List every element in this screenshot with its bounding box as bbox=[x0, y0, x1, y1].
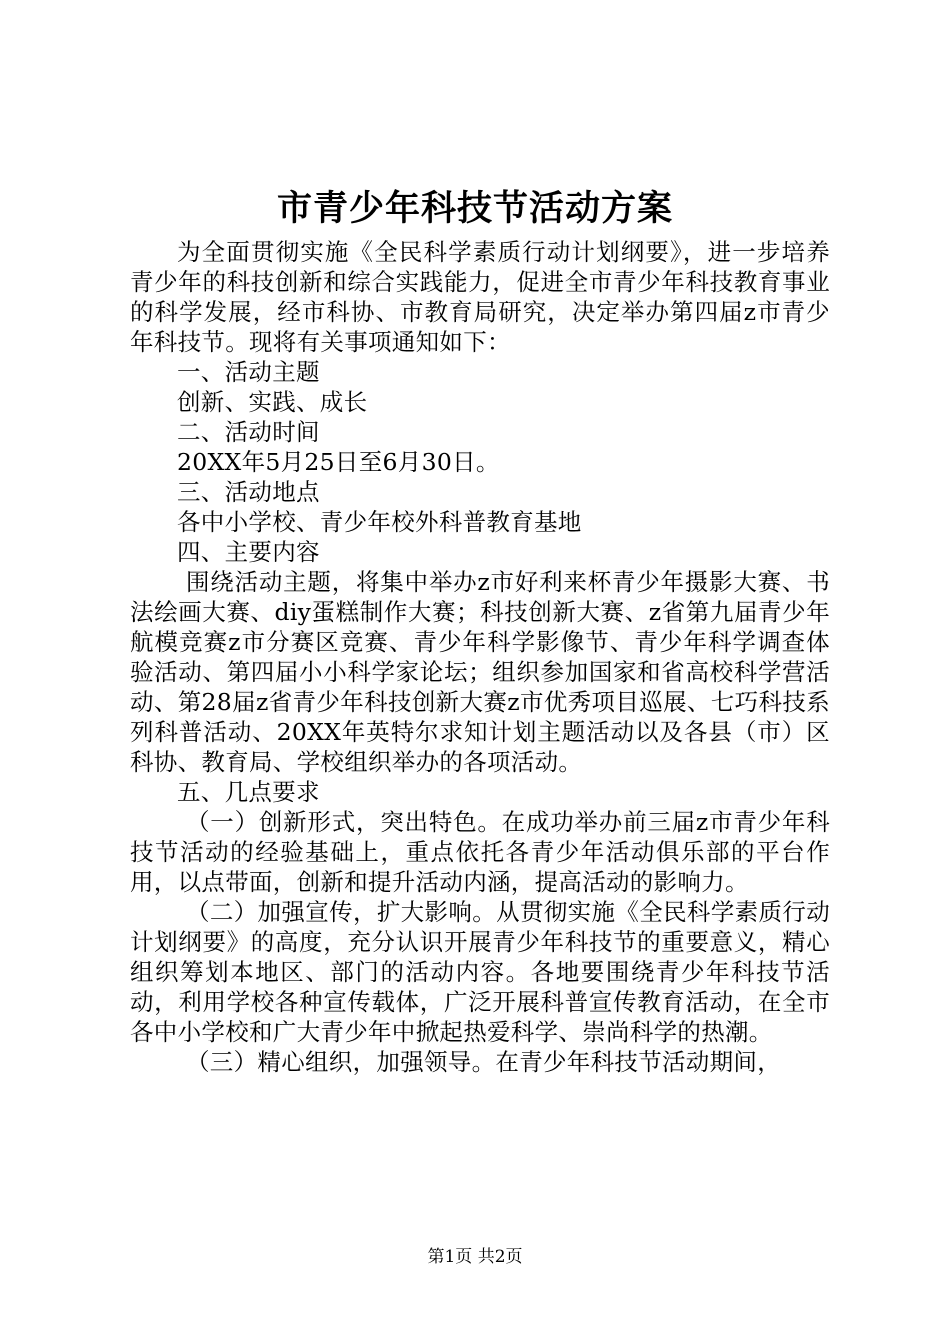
section-content-location: 各中小学校、青少年校外科普教育基地 bbox=[177, 508, 582, 536]
section-content-theme: 创新、实践、成长 bbox=[177, 388, 368, 416]
section-heading-time: 二、活动时间 bbox=[177, 418, 320, 446]
section-content-main: 围绕活动主题，将集中举办z市好利来杯青少年摄影大赛、书法绘画大赛、diy蛋糕制作大赛；科技创新大赛、z省第九届青少年航模竞赛z市分赛区竞赛、青少年科学影像节、青少年科学调查体验活动、第四届小小科学家论坛；组织参加国家和省高校科学营活动、第28届z省青少年科技创新大赛z市优秀项目巡展、七巧科技系列科普活动、20XX年英特尔求知计划主题活动以及各县（市）区科协、教育局、学校组织举办的各项活动。 bbox=[130, 568, 830, 776]
document-body bbox=[130, 237, 830, 1077]
section-content-time: 20XX年5月25日至6月30日。 bbox=[177, 448, 500, 476]
requirement-3: （三）精心组织，加强领导。在青少年科技节活动期间， bbox=[186, 1048, 781, 1076]
section-heading-requirements: 五、几点要求 bbox=[177, 778, 320, 806]
section-heading-content: 四、主要内容 bbox=[177, 538, 320, 566]
requirement-2: （二）加强宣传，扩大影响。从贯彻实施《全民科学素质行动计划纲要》的高度，充分认识开展青少年科技节的重要意义，精心组织筹划本地区、部门的活动内容。各地要围绕青少年科技节活动，利用学校各种宣传载体，广泛开展科普宣传教育活动，在全市各中小学校和广大青少年中掀起热爱科学、崇尚科学的热潮。 bbox=[130, 898, 830, 1046]
section-heading-location: 三、活动地点 bbox=[177, 478, 320, 506]
section-heading-theme: 一、活动主题 bbox=[177, 358, 320, 386]
intro-paragraph: 为全面贯彻实施《全民科学素质行动计划纲要》，进一步培养青少年的科技创新和综合实践能力，促进全市青少年科技教育事业的科学发展，经市科协、市教育局研究，决定举办第四届z市青少年科技节。现将有关事项通知如下： bbox=[130, 238, 830, 356]
document-title: 市青少年科技节活动方案 bbox=[276, 188, 673, 229]
page-number: 第1页 共2页 bbox=[427, 1247, 523, 1267]
requirement-1: （一）创新形式，突出特色。在成功举办前三届z市青少年科技节活动的经验基础上，重点依托各青少年活动俱乐部的平台作用，以点带面，创新和提升活动内涵，提高活动的影响力。 bbox=[130, 808, 830, 896]
